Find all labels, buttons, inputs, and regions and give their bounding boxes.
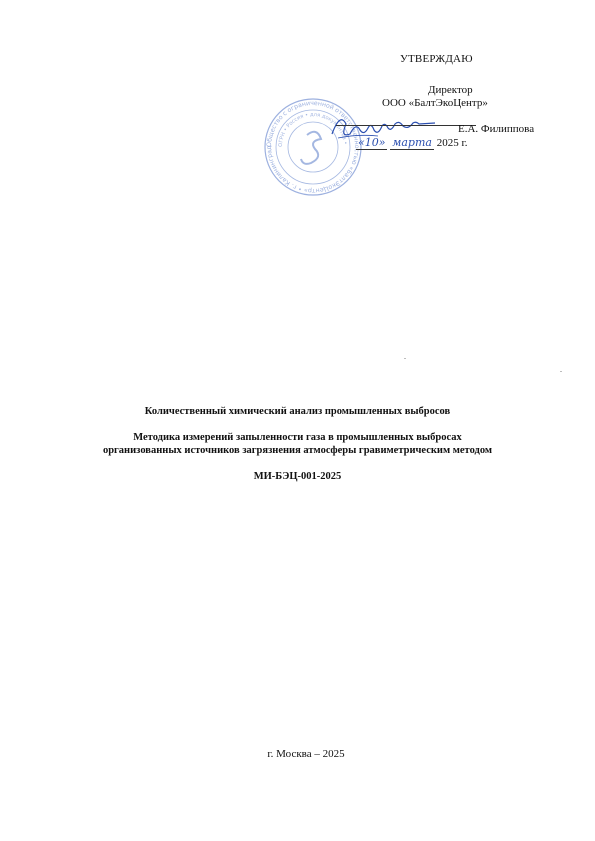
document-title-line-1: Методика измерений запыленности газа в промышленных выбросах	[133, 432, 462, 443]
scan-speck	[404, 358, 406, 359]
document-code: МИ-БЭЦ-001-2025	[253, 471, 342, 482]
date-year: 2025 г.	[436, 137, 468, 149]
signature-line	[336, 125, 476, 126]
approval-date	[356, 136, 467, 150]
document-category: Количественный химический анализ промышленных выбросов	[144, 406, 451, 417]
svg-text:ОГРН • Россия • для документов: ОГРН • Россия • для документов •	[277, 111, 348, 148]
place-and-year: г. Москва – 2025	[267, 748, 345, 760]
date-day: «10»	[358, 136, 386, 149]
svg-text:Общество с ограниченной ответс: Общество с ограниченной ответственностью «БалтЭкоЦентр» • г. Калининград	[265, 99, 361, 195]
document-title-line-2: организованных источников загрязнения атмосферы гравиметрическим методом	[102, 445, 493, 456]
signer-position: Директор	[428, 84, 473, 96]
scan-speck	[560, 371, 562, 372]
date-month: марта	[392, 136, 432, 149]
organization-name: ООО «БалтЭкоЦентр»	[382, 97, 488, 109]
approval-block	[300, 0, 595, 200]
document-title-block	[60, 405, 535, 483]
approval-title: УТВЕРЖДАЮ	[400, 53, 473, 65]
signer-name: Е.А. Филиппова	[458, 123, 535, 135]
